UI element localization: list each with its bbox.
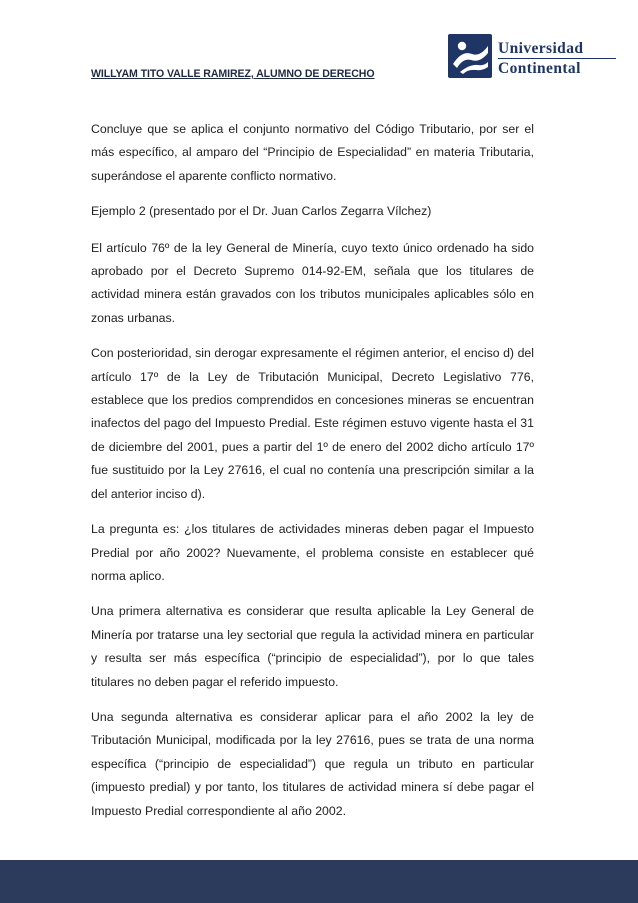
logo-wordmark [498,40,618,77]
paragraph: Concluye que se aplica el conjunto normativo del Código Tributario, por ser el más específico, al amparo del “Principio de Especialidad” en materia Tributaria, superándose el aparente conflicto normativo. [91,122,534,183]
logo-line-1: Universidad [498,40,584,57]
university-emblem-icon [448,34,492,78]
footer-bar [0,860,638,903]
paragraph: Una primera alternativa es considerar que resulta aplicable la Ley General de Minería por tratarse una ley sectorial que regula la actividad minera en particular y resulta ser más específica (“principio de especialidad”), por lo que tales titulares no deben pagar el referido impuesto. [91,604,534,689]
paragraph: Una segunda alternativa es considerar aplicar para el año 2002 la ley de Tributación Municipal, modificada por la ley 27616, pues se trata de una norma específica (“principio de especialidad”) que regula un tributo en particular (impuesto predial) y por tanto, los titulares de actividad minera sí debe pagar el Impuesto Predial correspondiente al año 2002. [91,709,534,818]
logo-divider [498,58,616,59]
document-body [91,118,534,835]
paragraph: Con posterioridad, sin derogar expresamente el régimen anterior, el enciso d) del artículo 17º de la Ley de Tributación Municipal, Decreto Legislativo 776, establece que los predios comprendidos en concesiones mineras se encuentran inafectos del pago del Impuesto Predial. Este régimen estuvo vigente hasta el 31 de diciembre del 2001, pues a partir del 1º de enero del 2002 dicho artículo 17º fue sustituido por la Ley 27616, el cual no contenía una prescripción similar a la del anterior inciso d). [91,346,534,501]
paragraph: El artículo 76º de la ley General de Minería, cuyo texto único ordenado ha sido aprobado por el Decreto Supremo 014-92-EM, señala que los titulares de actividad minera están gravados con los tributos municipales aplicables sólo en zonas urbanas. [91,240,534,325]
logo-line-2: Continental [498,60,581,77]
paragraph: La pregunta es: ¿los titulares de actividades mineras deben pagar el Impuesto Predial por año 2002? Nuevamente, el problema consiste en establecer qué norma aplico. [91,522,534,583]
header-author: WILLYAM TITO VALLE RAMIREZ, ALUMNO DE DERECHO [91,68,375,80]
paragraph: Ejemplo 2 (presentado por el Dr. Juan Carlos Zegarra Vílchez) [91,204,432,219]
university-logo [448,34,618,80]
